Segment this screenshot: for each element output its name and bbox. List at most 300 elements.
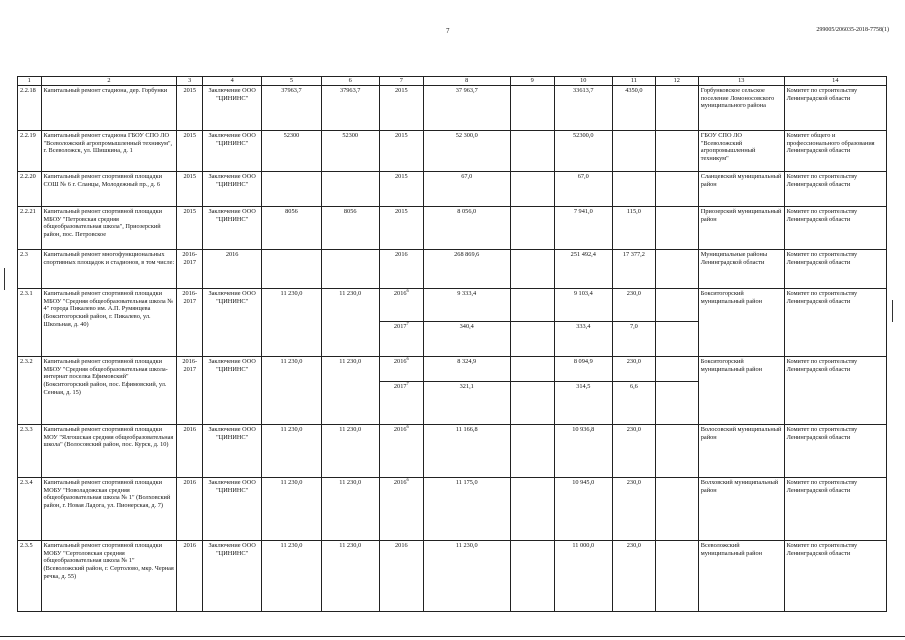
cell-c11a (612, 289, 655, 322)
table-row (18, 541, 887, 612)
cell-c5 (262, 207, 321, 250)
cell-value: 4350,0 (625, 87, 643, 94)
cell-c10a (554, 357, 612, 382)
cell-name (41, 289, 177, 357)
cell-n (18, 289, 42, 357)
table-row (18, 172, 887, 207)
cell-value: 2016 (393, 426, 407, 433)
cell-c5 (262, 478, 321, 541)
cell-c12b (655, 322, 698, 357)
cell-value: 2016 (183, 542, 197, 549)
column-number: 8 (423, 77, 510, 86)
cell-c13 (698, 478, 784, 541)
cell-n (18, 207, 42, 250)
cell-value: 2.3 (20, 251, 28, 258)
cell-name (41, 172, 177, 207)
cell-c6 (321, 478, 379, 541)
cell-value: Комитет по строительству Ленинградской области (786, 479, 858, 494)
column-number: 1 (18, 77, 42, 86)
cell-c11b (612, 382, 655, 425)
cell-c10 (554, 541, 612, 612)
cell-value: 2016 (225, 251, 239, 258)
cell-value: 230,0 (626, 290, 641, 297)
cell-value: Комитет по строительству Ленинградской области (786, 208, 858, 223)
table-row (18, 250, 887, 289)
column-number: 5 (262, 77, 321, 86)
cell-value: 268 869,6 (454, 251, 480, 258)
cell-c8b (423, 322, 510, 357)
document-code: 299005/206035-2018-7758(1) (816, 27, 889, 33)
cell-name (41, 207, 177, 250)
works-table (17, 76, 887, 612)
cell-value: 340,4 (459, 323, 474, 330)
table-row (18, 425, 887, 478)
cell-n (18, 172, 42, 207)
cell-c11 (612, 131, 655, 172)
cell-c10 (554, 207, 612, 250)
cell-c8a (423, 289, 510, 322)
column-number: 11 (612, 77, 655, 86)
cell-value: Заключение ООО "ЦИНИНС" (208, 358, 256, 373)
cell-value: 33613,7 (573, 87, 594, 94)
cell-c10 (554, 131, 612, 172)
cell-value: 2.3.5 (20, 542, 33, 549)
cell-value: 2.3.4 (20, 479, 33, 486)
cell-year (177, 541, 203, 612)
cell-value: 11 230,0 (339, 479, 362, 486)
cell-c9 (510, 541, 554, 612)
cell-c7 (379, 131, 423, 172)
cell-value: Заключение ООО "ЦИНИНС" (208, 87, 256, 102)
cell-value: Заключение ООО "ЦИНИНС" (208, 426, 256, 441)
cell-value: 67,0 (461, 173, 473, 180)
cell-c14 (784, 425, 886, 478)
cell-value: 230,0 (626, 479, 641, 486)
cell-value: Заключение ООО "ЦИНИНС" (208, 542, 256, 557)
cell-value: Капитальный ремонт стадиона, дер. Горбунки (43, 87, 168, 94)
cell-c13 (698, 207, 784, 250)
cell-value: Горбунковское сельское поселение Ломоносовского муниципального района (700, 87, 775, 110)
cell-value: 2016 (393, 358, 407, 365)
cell-c7 (379, 86, 423, 131)
cell-year (177, 250, 203, 289)
cell-c8b (423, 382, 510, 425)
cell-value: 8056 (343, 208, 357, 215)
cell-expert (203, 425, 262, 478)
cell-value: 2015 (183, 87, 197, 94)
cell-c12 (655, 289, 698, 322)
cell-c7a (379, 357, 423, 382)
cell-n (18, 250, 42, 289)
cell-expert (203, 478, 262, 541)
cell-c7a (379, 289, 423, 322)
cell-c6 (321, 172, 379, 207)
cell-value: 2.3.3 (20, 426, 33, 433)
cell-value: 67,0 (577, 173, 589, 180)
cell-n (18, 86, 42, 131)
column-number: 14 (784, 77, 886, 86)
cell-expert (203, 131, 262, 172)
cell-value: Комитет по строительству Ленинградской области (786, 426, 858, 441)
cell-c7 (379, 207, 423, 250)
cell-value: 2016-2017 (182, 290, 198, 305)
cell-year (177, 478, 203, 541)
cell-c11 (612, 425, 655, 478)
cell-value: 8 056,0 (457, 208, 477, 215)
cell-value: Комитет общего и профессионального образования Ленинградской области (786, 132, 875, 155)
cell-value: 2015 (183, 208, 197, 215)
cell-c14 (784, 250, 886, 289)
cell-year (177, 425, 203, 478)
margin-mark (4, 268, 5, 290)
cell-value: 11 230,0 (280, 358, 303, 365)
cell-value: 2.2.20 (20, 173, 36, 180)
cell-name (41, 131, 177, 172)
cell-name (41, 250, 177, 289)
cell-c5 (262, 541, 321, 612)
cell-value: Капитальный ремонт многофункциональных спортивных площадок и стадионов, в том числе: (43, 251, 175, 266)
cell-c13 (698, 172, 784, 207)
table-row (18, 131, 887, 172)
cell-value: 2.2.18 (20, 87, 36, 94)
cell-year (177, 131, 203, 172)
cell-value: 2016 (393, 290, 407, 297)
cell-value: Комитет по строительству Ленинградской области (786, 87, 858, 102)
cell-expert (203, 289, 262, 357)
cell-value: 11 230,0 (455, 542, 478, 549)
footnote-marker: 6 (406, 477, 409, 482)
cell-value: Капитальный ремонт стадиона ГБОУ СПО ЛО "Всеволожский агропромышленный техникум", г. Всеволожск, ул. Шишкина, д. 1 (43, 132, 173, 155)
cell-value: 11 230,0 (280, 426, 303, 433)
cell-c9 (510, 86, 554, 131)
cell-value: Капитальный ремонт спортивной площадки МБОУ "Средняя общеобразовательная школа № 4" города Пикалево им. А.П. Румянцева (Бокситогорский район, г. Пикалево, ул. Школьная, д. 40) (43, 290, 174, 328)
cell-c5 (262, 131, 321, 172)
cell-value: 11 230,0 (280, 290, 303, 297)
cell-value: 2016-2017 (182, 251, 198, 266)
cell-value: 17 377,2 (622, 251, 645, 258)
cell-c8 (423, 172, 510, 207)
cell-value: Приозерский муниципальный район (700, 208, 782, 223)
cell-value: 10 945,0 (572, 479, 595, 486)
cell-c13 (698, 425, 784, 478)
cell-c10a (554, 289, 612, 322)
column-number: 9 (510, 77, 554, 86)
cell-value: 7 941,0 (573, 208, 593, 215)
cell-c10 (554, 172, 612, 207)
cell-c7b (379, 382, 423, 425)
cell-c12 (655, 425, 698, 478)
cell-value: 11 230,0 (339, 426, 362, 433)
cell-value: Заключение ООО "ЦИНИНС" (208, 132, 256, 147)
table-row (18, 289, 887, 322)
cell-name (41, 357, 177, 425)
cell-value: 2016 (183, 479, 197, 486)
cell-name (41, 425, 177, 478)
cell-year (177, 172, 203, 207)
cell-c9 (510, 250, 554, 289)
cell-value: Капитальный ремонт спортивной площадки МОБУ "Новоладожская средняя общеобразовательная школа № 1" (Волховский район, г. Новая Ладога, ул. Пионерская, д. 7) (43, 479, 171, 510)
cell-value: 2.3.1 (20, 290, 33, 297)
column-number: 13 (698, 77, 784, 86)
cell-n (18, 425, 42, 478)
cell-c14 (784, 131, 886, 172)
cell-value: 2.3.2 (20, 358, 33, 365)
table-row (18, 478, 887, 541)
cell-c10 (554, 425, 612, 478)
footnote-marker: 6 (406, 288, 409, 293)
cell-value: 2016 (395, 542, 408, 549)
cell-value: 11 230,0 (339, 358, 362, 365)
cell-expert (203, 86, 262, 131)
cell-value: Бокситогорский муниципальный район (700, 358, 763, 373)
cell-name (41, 86, 177, 131)
cell-value: 251 492,4 (570, 251, 596, 258)
cell-c12 (655, 357, 698, 382)
cell-value: 2015 (183, 132, 197, 139)
cell-c5 (262, 86, 321, 131)
cell-value: 2016 (393, 479, 407, 486)
column-number: 3 (177, 77, 203, 86)
cell-value: Комитет по строительству Ленинградской области (786, 290, 858, 305)
cell-value: Заключение ООО "ЦИНИНС" (208, 290, 256, 305)
cell-value: 8 324,9 (457, 358, 477, 365)
cell-c11 (612, 207, 655, 250)
cell-value: 2.2.21 (20, 208, 36, 215)
cell-value: Комитет по строительству Ленинградской области (786, 173, 858, 188)
cell-c6 (321, 250, 379, 289)
cell-n (18, 478, 42, 541)
cell-c7b (379, 322, 423, 357)
cell-c5 (262, 250, 321, 289)
cell-value: Комитет по строительству Ленинградской области (786, 542, 858, 557)
cell-value: Муниципальные районы Ленинградской области (700, 251, 768, 266)
cell-value: Сланцевский муниципальный район (700, 173, 782, 188)
cell-c13 (698, 541, 784, 612)
cell-value: Заключение ООО "ЦИНИНС" (208, 208, 256, 223)
cell-c12 (655, 172, 698, 207)
cell-value: 9 333,4 (457, 290, 477, 297)
cell-value: 7,0 (629, 323, 638, 330)
cell-value: 314,5 (576, 383, 591, 390)
cell-c13 (698, 250, 784, 289)
cell-value: 52300,0 (573, 132, 594, 139)
cell-value: 2016-2017 (182, 358, 198, 373)
cell-value: Заключение ООО "ЦИНИНС" (208, 173, 256, 188)
cell-value: 37963,7 (339, 87, 361, 94)
cell-value: 2016 (183, 426, 197, 433)
cell-value: 2015 (183, 173, 197, 180)
cell-c14 (784, 86, 886, 131)
cell-c8 (423, 86, 510, 131)
cell-year (177, 289, 203, 357)
cell-c10b (554, 322, 612, 357)
cell-c11 (612, 541, 655, 612)
cell-value: 2017 (393, 323, 407, 330)
cell-c6 (321, 425, 379, 478)
footnote-marker: 6 (406, 424, 409, 429)
cell-value: Капитальный ремонт спортивной площадки МБОУ "Петровская средняя общеобразовательная школа", Приозерский район, пос. Петровское (43, 208, 162, 239)
table-row (18, 207, 887, 250)
cell-expert (203, 357, 262, 425)
cell-c7 (379, 250, 423, 289)
cell-c12 (655, 250, 698, 289)
cell-value: 230,0 (626, 426, 641, 433)
cell-value: Комитет по строительству Ленинградской области (786, 251, 858, 266)
cell-value: Капитальный ремонт спортивной площадки СОШ № 6 г. Сланцы, Молодежный пр., д. 6 (43, 173, 162, 188)
table-row (18, 86, 887, 131)
cell-c6 (321, 131, 379, 172)
cell-c7 (379, 541, 423, 612)
cell-value: 52300 (342, 132, 359, 139)
cell-c9 (510, 478, 554, 541)
cell-n (18, 131, 42, 172)
cell-n (18, 357, 42, 425)
page-bottom-line (0, 636, 905, 637)
column-number-row (18, 77, 887, 86)
cell-expert (203, 541, 262, 612)
cell-c10b (554, 382, 612, 425)
cell-c13 (698, 357, 784, 425)
cell-value: ГБОУ СПО ЛО "Всеволожский агропромышленный техникум" (700, 132, 756, 163)
column-number: 7 (379, 77, 423, 86)
cell-expert (203, 250, 262, 289)
page-number: 7 (446, 27, 450, 35)
cell-value: 11 000,0 (572, 542, 595, 549)
cell-value: 11 230,0 (280, 542, 303, 549)
cell-c9 (510, 425, 554, 478)
cell-c11 (612, 250, 655, 289)
cell-c13 (698, 131, 784, 172)
cell-value: 52 300,0 (455, 132, 478, 139)
footnote-marker: 7 (406, 381, 409, 386)
cell-value: 37 963,7 (455, 87, 478, 94)
cell-c5 (262, 357, 321, 425)
cell-c9 (510, 289, 554, 322)
cell-value: Капитальный ремонт спортивной площадки МБОУ "Средняя общеобразовательная школа-интернат поселка Ефимовский" (Бокситогорский район, пос. Ефимовский, ул. Сенная, д. 15) (43, 358, 168, 396)
cell-c11 (612, 172, 655, 207)
cell-c14 (784, 172, 886, 207)
cell-expert (203, 172, 262, 207)
cell-c5 (262, 172, 321, 207)
cell-value: 2015 (395, 208, 408, 215)
cell-value: Заключение ООО "ЦИНИНС" (208, 479, 256, 494)
cell-c13 (698, 86, 784, 131)
cell-c7 (379, 172, 423, 207)
cell-value: 2015 (395, 132, 408, 139)
cell-c11 (612, 478, 655, 541)
column-number: 4 (203, 77, 262, 86)
cell-c8 (423, 541, 510, 612)
cell-value: Капитальный ремонт спортивной площадки МОБУ "Сертоловская средняя общеобразовательная школа № 1" (Всеволожский район, г. Сертолово, мкр. Черная речка, д. 55) (43, 542, 174, 580)
cell-value: 2017 (393, 383, 407, 390)
cell-value: 2015 (395, 173, 408, 180)
cell-value: 230,0 (626, 358, 641, 365)
cell-c6 (321, 207, 379, 250)
cell-c11 (612, 86, 655, 131)
cell-year (177, 86, 203, 131)
cell-c8 (423, 250, 510, 289)
column-number: 6 (321, 77, 379, 86)
table-row (18, 357, 887, 382)
cell-c9 (510, 207, 554, 250)
cell-c12 (655, 541, 698, 612)
cell-c12 (655, 131, 698, 172)
cell-value: Капитальный ремонт спортивной площадки МОУ "Ялгошская средняя общеобразовательная школа" (Волосовский район, пос. Курск, д. 10) (43, 426, 174, 449)
cell-value: 2016 (395, 251, 408, 258)
cell-name (41, 541, 177, 612)
cell-c8 (423, 425, 510, 478)
cell-value: Комитет по строительству Ленинградской области (786, 358, 858, 373)
cell-value: 8 094,9 (573, 358, 593, 365)
cell-c11a (612, 357, 655, 382)
cell-c7 (379, 425, 423, 478)
cell-expert (203, 207, 262, 250)
cell-c14 (784, 357, 886, 425)
cell-c14 (784, 478, 886, 541)
cell-value: 9 103,4 (573, 290, 593, 297)
cell-value: 11 230,0 (339, 290, 362, 297)
cell-value: 37963,7 (281, 87, 302, 94)
cell-c12b (655, 382, 698, 425)
cell-value: 8056 (285, 208, 298, 215)
cell-value: 6,6 (629, 383, 638, 390)
cell-c5 (262, 425, 321, 478)
cell-value: Волховский муниципальный район (700, 479, 779, 494)
cell-c6 (321, 541, 379, 612)
cell-c12 (655, 207, 698, 250)
cell-value: 333,4 (576, 323, 591, 330)
footnote-marker: 6 (406, 356, 409, 361)
cell-value: Волосовский муниципальный район (700, 426, 782, 441)
cell-name (41, 478, 177, 541)
cell-c5 (262, 289, 321, 357)
cell-value: 11 175,0 (455, 479, 478, 486)
cell-c9 (510, 131, 554, 172)
column-number: 2 (41, 77, 177, 86)
cell-c6 (321, 86, 379, 131)
cell-c14 (784, 541, 886, 612)
cell-c6 (321, 289, 379, 357)
cell-c9 (510, 357, 554, 382)
cell-value: 230,0 (626, 542, 641, 549)
cell-value: 11 230,0 (280, 479, 303, 486)
cell-c9b (510, 382, 554, 425)
cell-value: Всеволожский муниципальный район (700, 542, 763, 557)
cell-n (18, 541, 42, 612)
cell-value: 11 166,8 (455, 426, 478, 433)
footnote-marker: 7 (406, 321, 409, 326)
cell-c6 (321, 357, 379, 425)
cell-value: 11 230,0 (339, 542, 362, 549)
cell-value: 2.2.19 (20, 132, 36, 139)
cell-value: 10 936,8 (572, 426, 595, 433)
cell-c8 (423, 131, 510, 172)
cell-value: Бокситогорский муниципальный район (700, 290, 763, 305)
cell-year (177, 207, 203, 250)
cell-value: 321,1 (459, 383, 474, 390)
cell-c11b (612, 322, 655, 357)
column-number: 10 (554, 77, 612, 86)
cell-year (177, 357, 203, 425)
cell-c8 (423, 478, 510, 541)
cell-value: 115,0 (626, 208, 641, 215)
cell-value: 52300 (283, 132, 300, 139)
cell-c7 (379, 478, 423, 541)
cell-c9b (510, 322, 554, 357)
margin-mark (892, 300, 893, 322)
cell-value: 2015 (395, 87, 408, 94)
cell-c8a (423, 357, 510, 382)
